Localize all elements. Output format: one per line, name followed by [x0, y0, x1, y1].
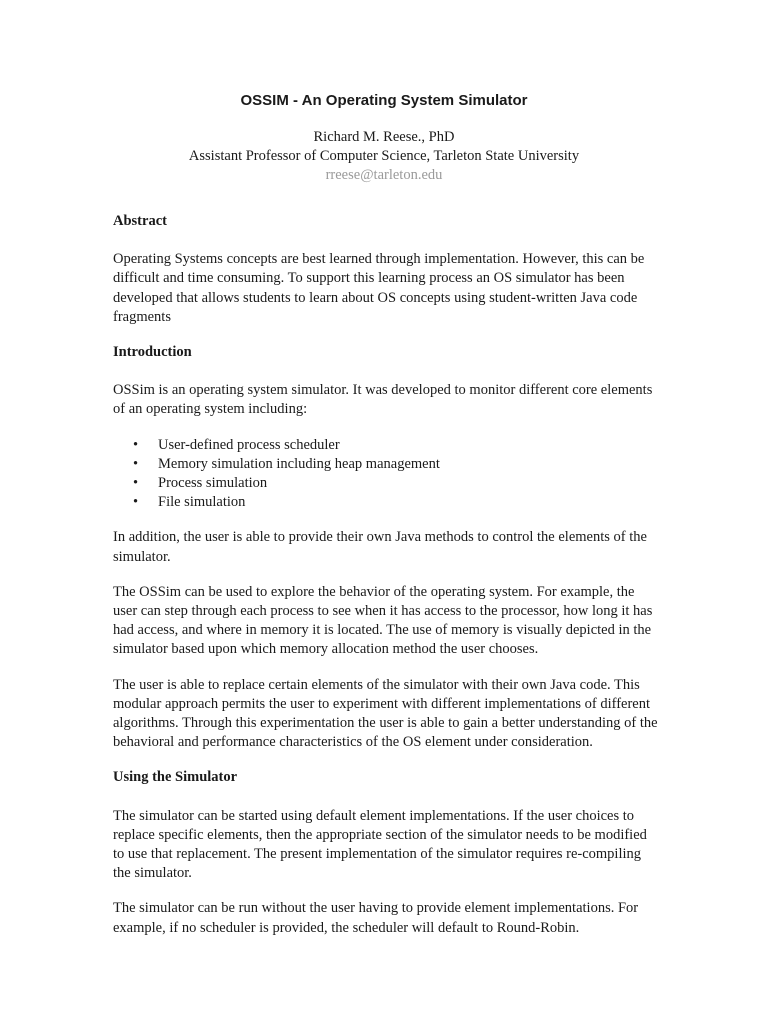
author-email[interactable]: rreese@tarleton.edu: [325, 167, 443, 183]
using-paragraph-1: The simulator can be started using default element implementations. If the user choices to replace specific elements, then the appropriate section of the simulator needs to be modified to use that replacement. The present implementation of the simulator requires re-compiling the simulator.: [113, 807, 647, 882]
bullet-item: • User-defined process scheduler: [158, 436, 658, 455]
section-heading-using-simulator: Using the Simulator: [113, 769, 238, 786]
bullet-item: • File simulation: [158, 493, 658, 512]
introduction-paragraph-2: In addition, the user is able to provide their own Java methods to control the elements of the simulator.: [113, 529, 647, 565]
bullet-item: • Memory simulation including heap management: [158, 455, 658, 474]
introduction-paragraph-1: OSSim is an operating system simulator. It was developed to monitor different core elements of an operating system including:: [113, 382, 653, 418]
paper-title: OSSIM - An Operating System Simulator: [240, 92, 528, 109]
introduction-section: [113, 343, 658, 752]
abstract-paragraph: Operating Systems concepts are best learned through implementation. However, this can be difficult and time consuming. To support this learning process an OS simulator has been developed that allows students to learn about OS concepts using student-written Java code fragments: [113, 251, 645, 325]
introduction-paragraph-4: The user is able to replace certain elements of the simulator with their own Java code. This modular approach permits the user to experiment with different implementations of different algorithms. Through this experimentation the user is able to gain a better understanding of the behavioral and performance characteristics of the OS element under consideration.: [113, 676, 658, 751]
abstract-section: [113, 212, 658, 327]
feature-bullet-list: [113, 436, 658, 513]
using-simulator-section: [113, 768, 658, 937]
author-block: [0, 128, 768, 185]
bullet-item: • Process simulation: [158, 474, 658, 493]
author-name: Richard M. Reese., PhD: [313, 129, 455, 145]
introduction-paragraph-3: The OSSim can be used to explore the behavior of the operating system. For example, the user can step through each process to see when it has access to the processor, how long it has had access, and where in memory it is located. The use of memory is visually depicted in the simulator based upon which memory allocation method the user chooses.: [113, 583, 653, 658]
section-heading-abstract: Abstract: [113, 213, 167, 229]
using-paragraph-2: The simulator can be run without the user having to provide element implementations. For example, if no scheduler is provided, the scheduler will default to Round-Robin.: [113, 900, 639, 936]
author-affiliation: Assistant Professor of Computer Science, Tarleton State University: [188, 148, 580, 164]
paper-body: [113, 212, 658, 954]
section-heading-introduction: Introduction: [113, 344, 192, 361]
